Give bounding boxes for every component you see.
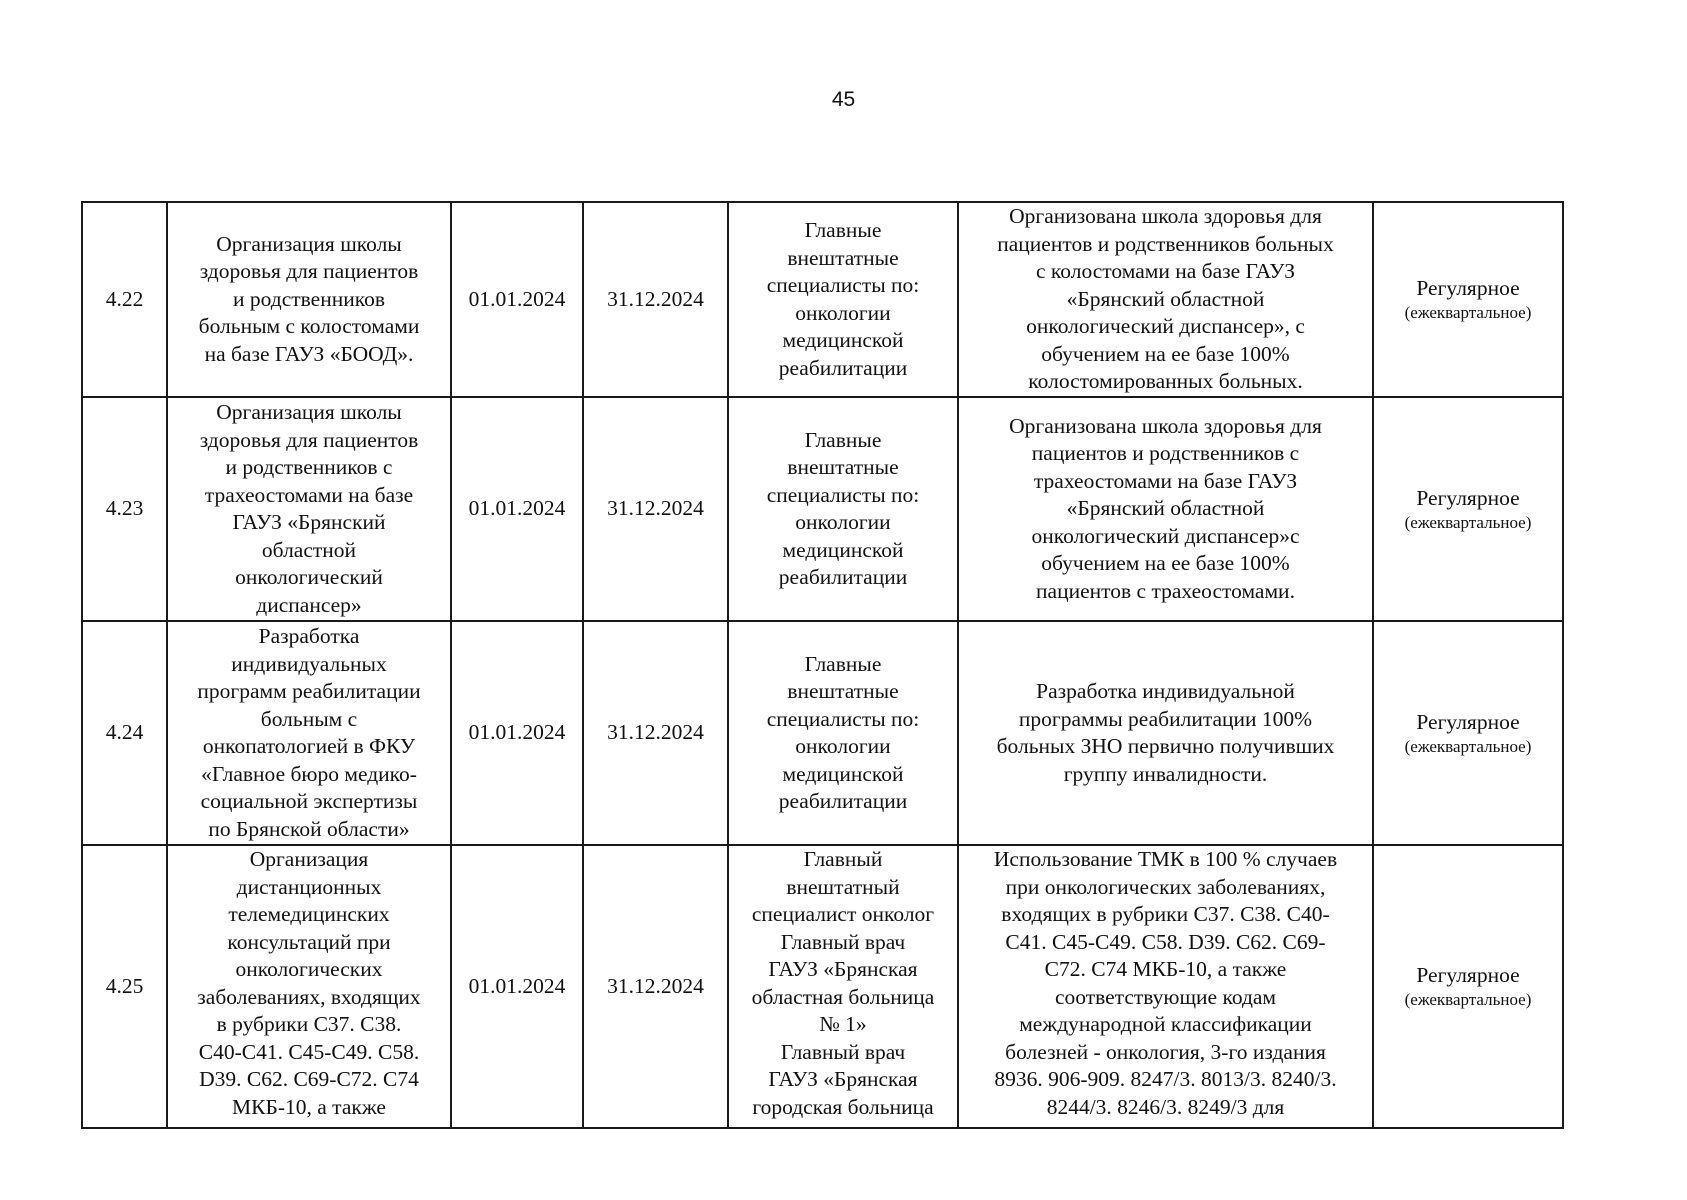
event-cell: [167, 397, 451, 621]
period-cell: [1373, 202, 1563, 397]
item-number: 4.23: [82, 397, 167, 621]
period-main: Регулярное: [1416, 963, 1520, 987]
event-text: Организация школы здоровья для пациентов и родственников больным с колостомами на базе ГАУЗ «БООД».: [198, 231, 420, 366]
result-text: Организована школа здоровья для пациентов и родственников больных с колостомами на базе ГАУЗ «Брянский областной онкологический диспансер», с обучением на ее базе 100% колостомированных больных.: [997, 204, 1334, 394]
table-row: [82, 845, 1563, 1128]
result-text: Использование ТМК в 100 % случаев при онкологических заболеваниях, входящих в рубрики С37. С38. С40- С41. С45-С49. С58. D39. С62. С69- С72. С74 МКБ-10, а также соответствующие кодам международной классификации болезней - онкология, 3-го издания 8936. 906-909. 8247/3. 8013/3. 8240/3. 8244/3. 8246/3. 8249/3 для: [993, 847, 1338, 1119]
item-number: 4.22: [82, 202, 167, 397]
result-cell: [958, 202, 1373, 397]
event-text: Организация школы здоровья для пациентов и родственников с трахеостомами на базе ГАУЗ «Брянский областной онкологический диспансер»: [199, 400, 419, 617]
period-sub: (ежеквартальное): [1404, 512, 1532, 532]
period-sub: (ежеквартальное): [1404, 736, 1532, 756]
end-date: 31.12.2024: [583, 397, 728, 621]
responsible-text: Главные внештатные специалисты по: онкологии медицинской реабилитации: [766, 651, 920, 813]
responsible-text: Главные внештатные специалисты по: онкологии медицинской реабилитации: [766, 427, 920, 589]
start-date: 01.01.2024: [451, 621, 583, 845]
item-number: 4.24: [82, 621, 167, 845]
responsible-cell: [728, 621, 958, 845]
event-cell: [167, 621, 451, 845]
period-main: Регулярное: [1416, 276, 1520, 300]
result-text: Организована школа здоровья для пациентов и родственников с трахеостомами на базе ГАУЗ «Брянский областной онкологический диспансер»с обучением на ее базе 100% пациентов с трахеостомами.: [1009, 413, 1322, 603]
period-main: Регулярное: [1416, 485, 1520, 510]
result-text: Разработка индивидуальной программы реабилитации 100% больных ЗНО первично получивших группу инвалидности.: [996, 679, 1335, 786]
responsible-cell: [728, 397, 958, 621]
period-cell: [1373, 397, 1563, 621]
table-row: [82, 202, 1563, 397]
period-main: Регулярное: [1416, 709, 1520, 734]
table-row: [82, 397, 1563, 621]
start-date: 01.01.2024: [451, 202, 583, 397]
period-sub: (ежеквартальное): [1404, 990, 1532, 1009]
end-date: 31.12.2024: [583, 845, 728, 1128]
end-date: 31.12.2024: [583, 202, 728, 397]
period-cell: [1373, 621, 1563, 845]
event-cell: [167, 845, 451, 1128]
period-cell: [1373, 845, 1563, 1128]
result-cell: [958, 845, 1373, 1128]
responsible-text: Главные внештатные специалисты по: онкологии медицинской реабилитации: [766, 218, 920, 380]
responsible-cell: [728, 202, 958, 397]
start-date: 01.01.2024: [451, 845, 583, 1128]
page-number: 45: [831, 88, 856, 111]
event-text: Разработка индивидуальных программ реабилитации больным с онкопатологией в ФКУ «Главное бюро медико- социальной экспертизы по Брянской области»: [197, 624, 421, 841]
period-sub: (ежеквартальное): [1404, 303, 1532, 322]
responsible-text: Главный внештатный специалист онколог Главный врач ГАУЗ «Брянская областная больница № 1» Главный врач ГАУЗ «Брянская городская больница: [751, 847, 935, 1119]
responsible-cell: [728, 845, 958, 1128]
start-date: 01.01.2024: [451, 397, 583, 621]
activities-table: [81, 201, 1564, 1129]
event-text: Организация дистанционных телемедицинских консультаций при онкологических заболеваниях, входящих в рубрики С37. С38. С40-С41. С45-С49. С58. D39. С62. С69-С72. С74 МКБ-10, а также: [197, 847, 421, 1119]
result-cell: [958, 397, 1373, 621]
end-date: 31.12.2024: [583, 621, 728, 845]
table-row: [82, 621, 1563, 845]
result-cell: [958, 621, 1373, 845]
event-cell: [167, 202, 451, 397]
item-number: 4.25: [82, 845, 167, 1128]
